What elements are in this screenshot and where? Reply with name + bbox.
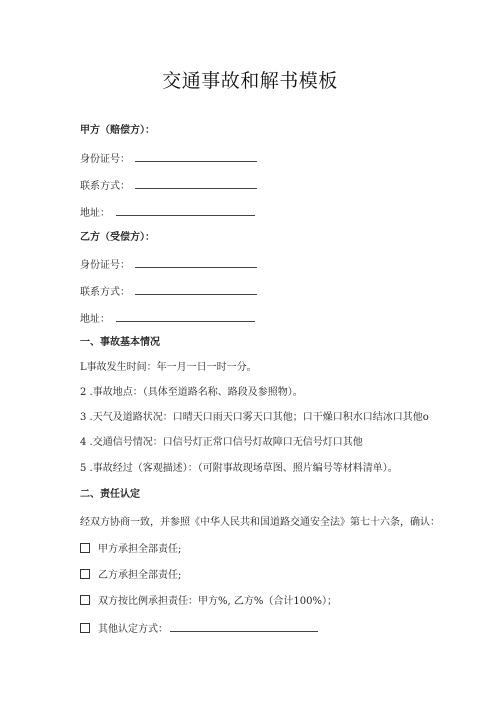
- party-b-contact-field[interactable]: [135, 284, 257, 295]
- party-b-address-field[interactable]: [116, 311, 255, 322]
- party-b-heading: 乙方（受偿方）：: [80, 232, 155, 243]
- traffic-signal-item: 4 .交通信号情况：口信号灯正常口信号灯故障口无信号灯口其他: [80, 437, 363, 448]
- party-b-contact-label: 联系方式：: [80, 287, 130, 298]
- party-a-contact-field[interactable]: [135, 178, 257, 189]
- option-4-label: 其他认定方式：: [98, 624, 168, 635]
- other-method-field[interactable]: [170, 621, 318, 632]
- responsibility-option-1: [80, 543, 181, 557]
- party-a-heading: 甲方（赔偿方）：: [80, 125, 155, 136]
- party-b-id-label: 身份证号：: [80, 260, 130, 271]
- party-a-id-row: [80, 151, 257, 167]
- option-3-label: 双方按比例承担责任：甲方%, 乙方%（合计100%）；: [98, 596, 337, 607]
- option-2-label: 乙方承担全部责任;: [98, 570, 182, 581]
- checkbox-icon[interactable]: [80, 569, 90, 579]
- party-a-address-label: 地址：: [80, 208, 110, 219]
- party-a-address-field[interactable]: [116, 205, 255, 216]
- party-b-contact-row: [80, 284, 257, 300]
- responsibility-intro: 经双方协商一致，并参照《中华人民共和国道路交通安全法》第七十六条，确认：: [80, 517, 440, 528]
- responsibility-option-2: [80, 569, 181, 583]
- responsibility-option-3: [80, 595, 337, 609]
- weather-road-item: 3 .天气及道路状况：口晴天口雨天口雾天口其他；口干燥口积水口结冰口其他o: [80, 412, 429, 423]
- party-a-address-row: [80, 205, 255, 221]
- party-a-contact-row: [80, 178, 257, 194]
- party-a-id-field[interactable]: [135, 151, 257, 162]
- section-1-heading: 一、事故基本情况: [80, 337, 160, 348]
- section-2-heading: 二、责任认定: [80, 489, 140, 500]
- accident-process-item: 5 .事故经过（客观描述）：（可附事故现场草图、照片编号等材料清单）。: [80, 463, 398, 474]
- party-a-contact-label: 联系方式：: [80, 181, 130, 192]
- party-b-id-row: [80, 257, 257, 273]
- accident-time-item: L事故发生时间：年一月一日一时一分。: [80, 362, 257, 373]
- option-1-label: 甲方承担全部责任;: [98, 544, 182, 555]
- responsibility-option-4: [80, 621, 318, 637]
- accident-location-item: 2 .事故地点：（具体至道路名称、路段及参照物）。: [80, 387, 303, 398]
- checkbox-icon[interactable]: [80, 543, 90, 553]
- checkbox-icon[interactable]: [80, 623, 90, 633]
- checkbox-icon[interactable]: [80, 595, 90, 605]
- party-b-id-field[interactable]: [135, 257, 257, 268]
- document-title: 交通事故和解书模板: [162, 70, 338, 92]
- party-a-id-label: 身份证号：: [80, 154, 130, 165]
- party-b-address-row: [80, 311, 255, 327]
- party-b-address-label: 地址：: [80, 314, 110, 325]
